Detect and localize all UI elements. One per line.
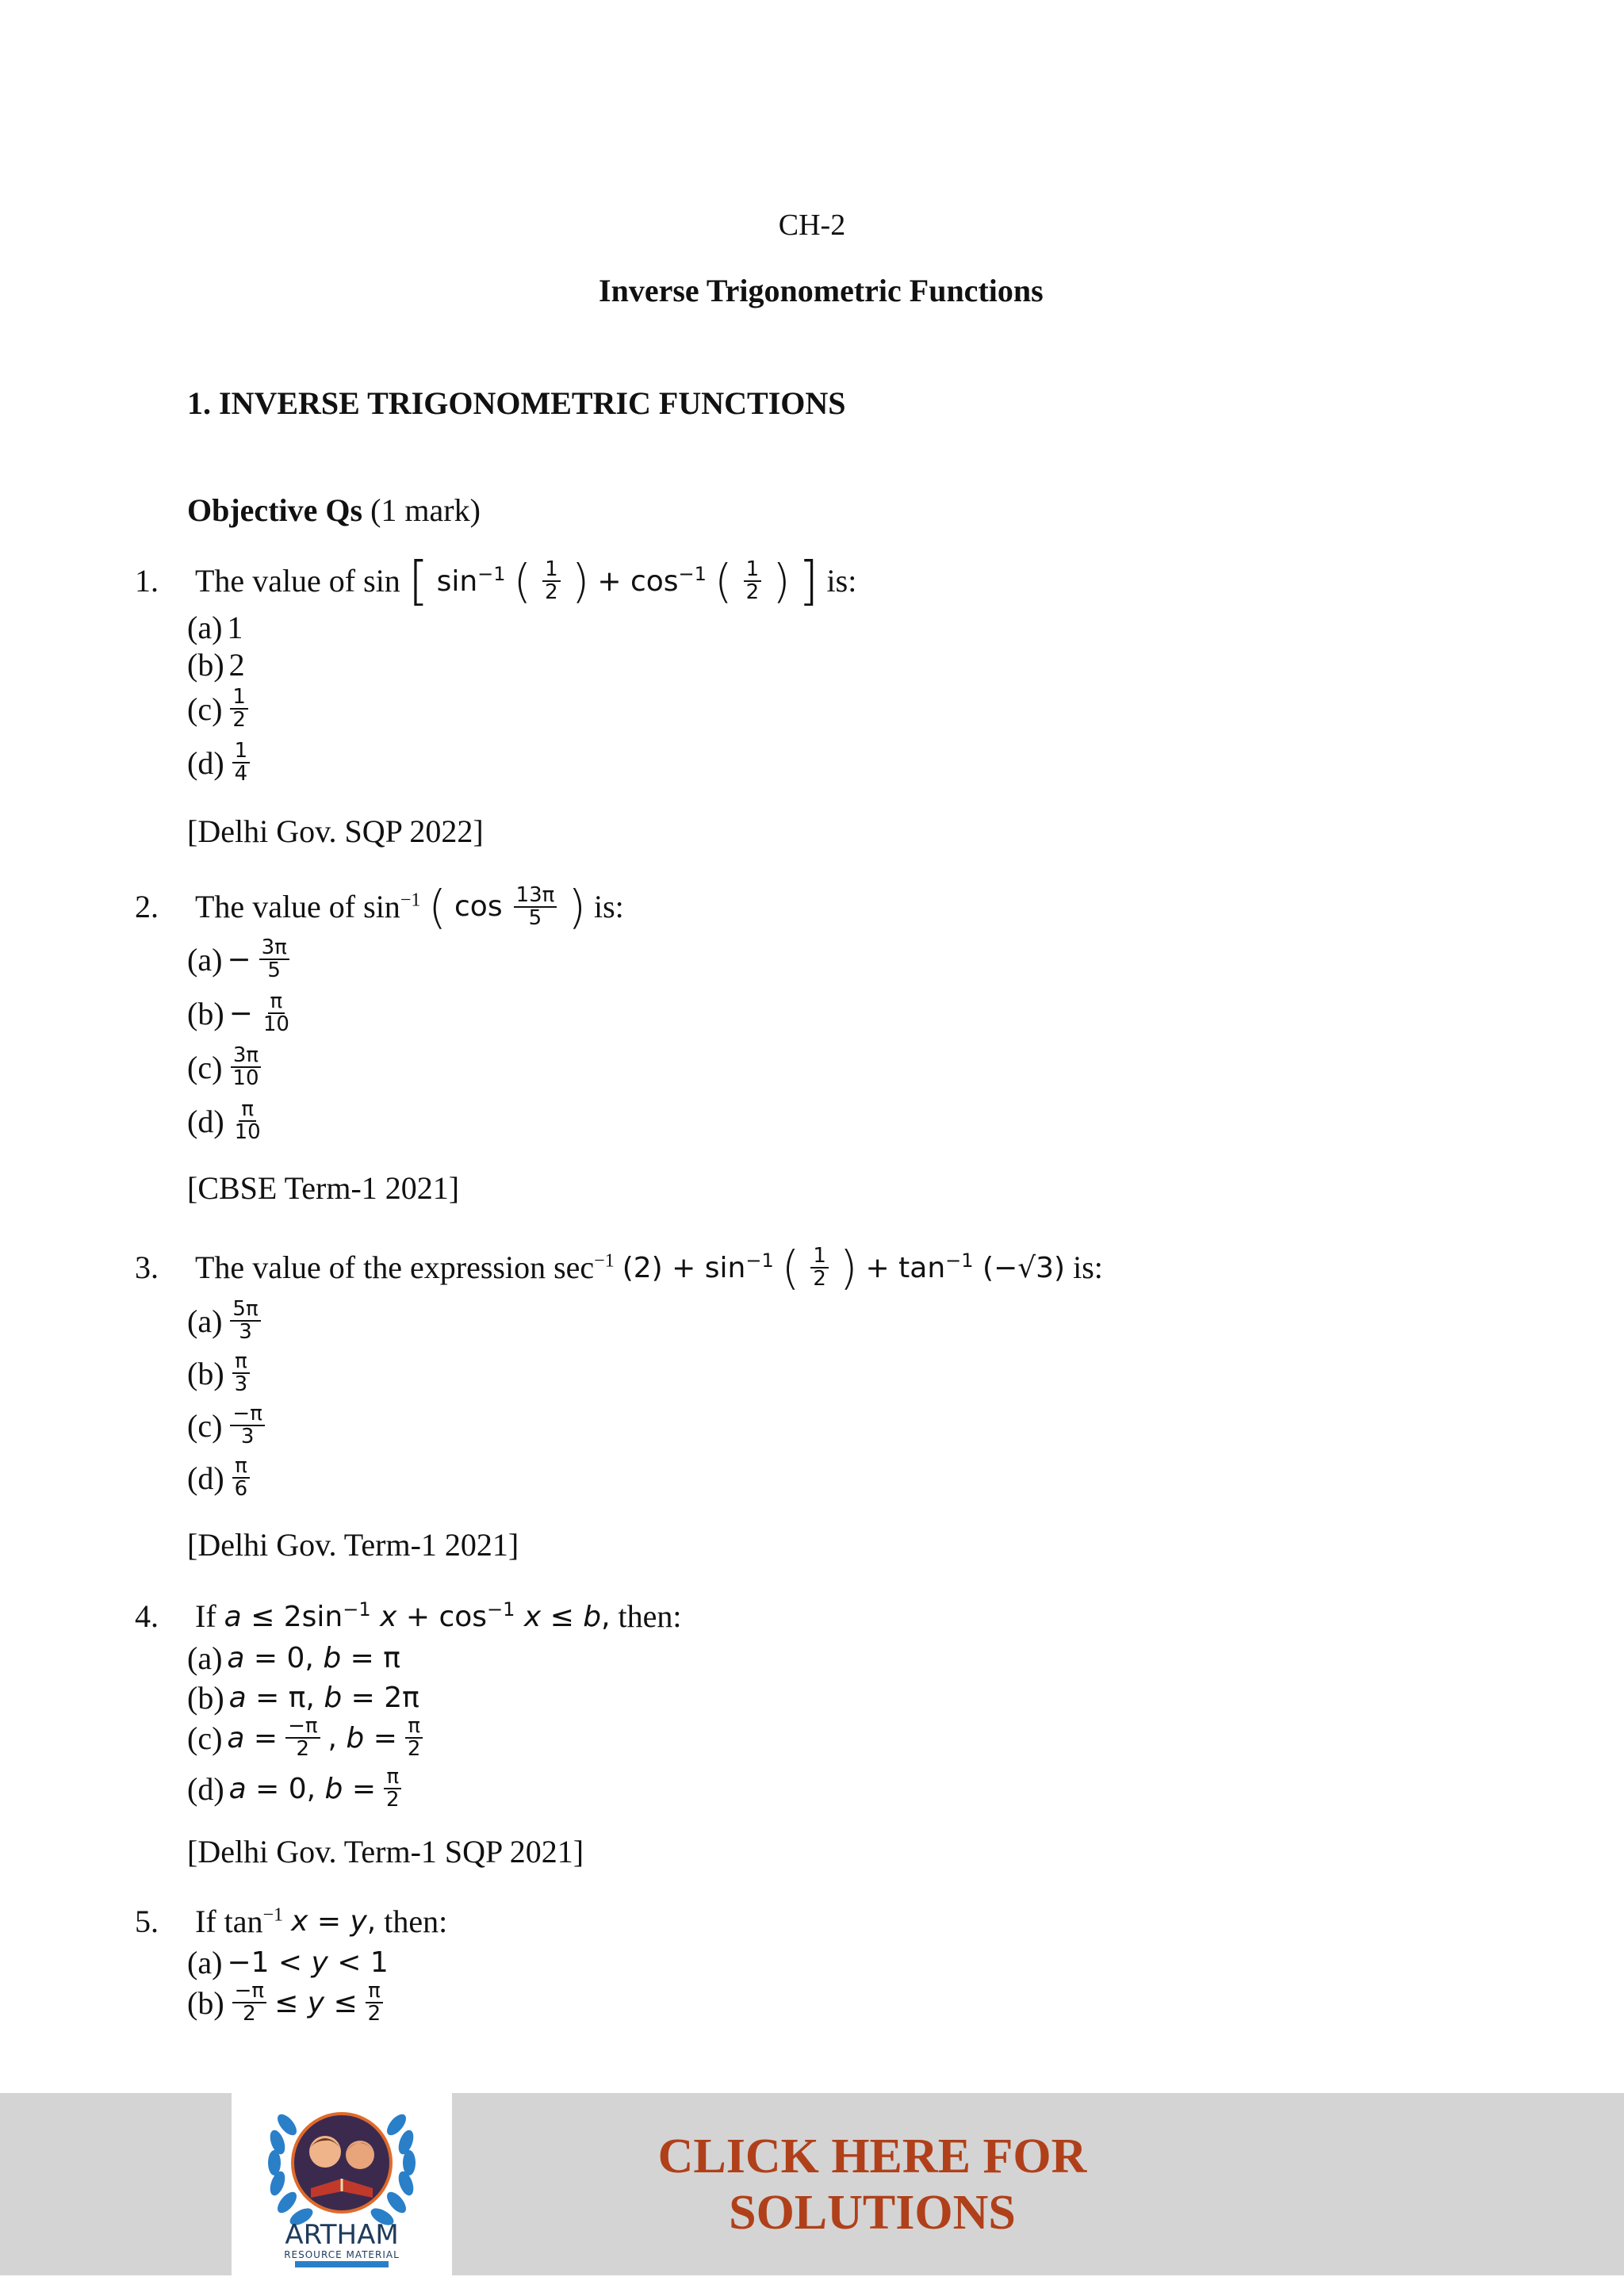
question-text: If	[195, 1598, 216, 1634]
option-c: (c) $\frac{1}{2}$	[187, 687, 251, 732]
question-source: [Delhi Gov. SQP 2022]	[187, 813, 484, 849]
question-text: The value of the expression $\sec^{-1}$	[195, 1249, 615, 1285]
option-d: (d) $\frac{\pi}{10}$	[187, 1097, 261, 1145]
question-suffix: is:	[826, 563, 857, 599]
objective-heading	[187, 492, 481, 529]
question-text: The value of $\sin^{-1}$	[195, 889, 421, 924]
option-a: (a) a = 0, b = π	[187, 1640, 400, 1676]
option-a: (a) 1	[187, 610, 243, 645]
question-4: 4. If $a \le 2\sin^{-1}$ $x + \cos^{-1} x \le b$, then:	[135, 1598, 682, 1634]
option-b: (b) 2	[187, 647, 245, 683]
question-source: [Delhi Gov. Term-1 SQP 2021]	[187, 1834, 584, 1869]
question-text: The value of sin	[195, 563, 400, 599]
option-d: (d) $\frac{\pi}{6}$	[187, 1456, 253, 1501]
chapter-label: CH-2	[778, 209, 846, 242]
option-c: (c) a = $\frac{-\pi}{2}$ , b = $\frac{\pi}{2}$	[187, 1716, 426, 1761]
section-heading: 1. INVERSE TRIGONOMETRIC FUNCTIONS	[187, 385, 846, 421]
question-2: 2. The value of $\sin^{-1}$ ( cos $\frac{13\pi}{5}$ ) is:	[135, 880, 624, 934]
footer-banner	[0, 2093, 1624, 2275]
question-5: 5. If $\tan^{-1}$ x = y, then:	[135, 1904, 448, 1939]
option-b: (b) $\frac{\pi}{3}$	[187, 1351, 253, 1396]
logo-subtext: RESOURCE MATERIAL	[284, 2249, 400, 2260]
question-suffix: is:	[593, 889, 624, 924]
question-suffix: then:	[384, 1904, 448, 1939]
question-number: 3.	[135, 1249, 159, 1285]
solutions-link[interactable]: CLICK HERE FOR SOLUTIONS	[657, 2130, 1087, 2241]
logo-text: ARTHAM	[285, 2219, 399, 2251]
option-a: (a) $\frac{5\pi}{3}$	[187, 1299, 264, 1344]
question-3: 3. The value of the expression $\sec^{-1}$ $(2) + \sin^{-1}$ ( $\frac{1}{2}$ ) + $\tan^{-1} (-√3)$ is:	[135, 1241, 1103, 1295]
question-number: 2.	[135, 889, 159, 924]
objective-label: Objective Qs	[187, 492, 363, 528]
option-b: (b) a = π, b = 2π	[187, 1680, 419, 1716]
chapter-title: Inverse Trigonometric Functions	[599, 273, 1044, 308]
question-number: 4.	[135, 1598, 159, 1634]
option-c: (c) $\frac{3\pi}{10}$	[187, 1045, 265, 1090]
objective-marks: (1 mark)	[362, 492, 481, 528]
question-text: If $\tan^{-1}$	[195, 1904, 284, 1939]
question-source: [Delhi Gov. Term-1 2021]	[187, 1527, 519, 1563]
option-b: (b) $\frac{-\pi}{2}$ ≤ y ≤ $\frac{\pi}{2}$	[187, 1980, 386, 2026]
question-1: 1. The value of sin [ $\sin^{-1}$ ( $\frac{1}{2}$ ) + $\cos^{-1}$ ( $\frac{1}{2}$ ) ] is:	[135, 550, 857, 611]
option-d: (d) a = 0, b = $\frac{\pi}{2}$	[187, 1766, 405, 1812]
question-suffix: then:	[618, 1598, 682, 1634]
question-number: 1.	[135, 563, 159, 599]
question-suffix: is:	[1073, 1249, 1103, 1285]
laurel-logo-icon	[232, 2093, 452, 2275]
option-d: (d) $\frac{1}{4}$	[187, 740, 253, 786]
question-source: [CBSE Term-1 2021]	[187, 1170, 460, 1206]
option-a: (a) −1 < y < 1	[187, 1945, 389, 1980]
artham-logo	[232, 2093, 452, 2275]
option-b: (b) − $\frac{\pi}{10}$	[187, 989, 289, 1037]
question-number: 5.	[135, 1904, 159, 1939]
option-c: (c) $\frac{-\pi}{3}$	[187, 1403, 268, 1448]
option-a: (a) − $\frac{3\pi}{5}$	[187, 937, 293, 982]
